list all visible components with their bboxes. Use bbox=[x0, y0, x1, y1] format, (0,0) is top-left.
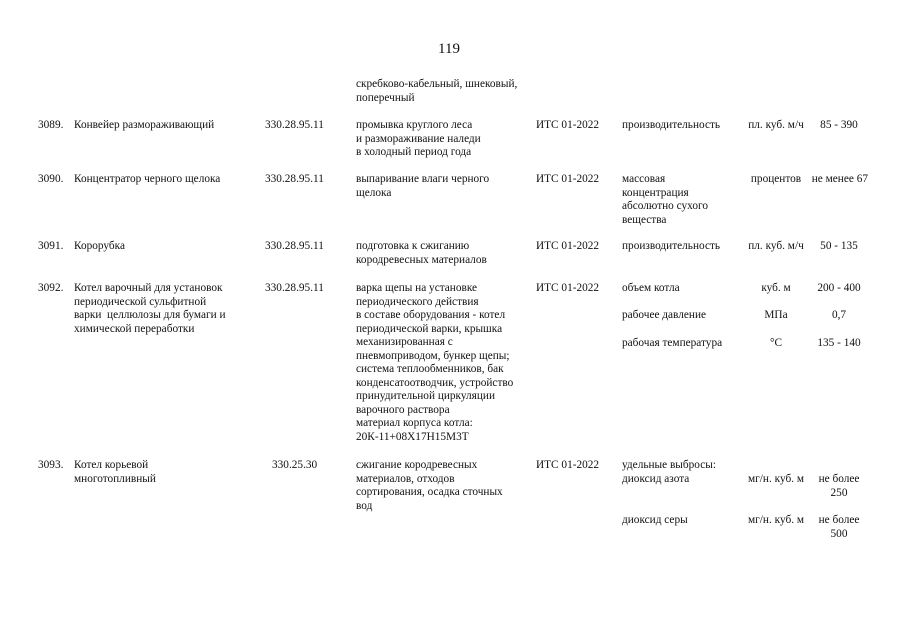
okpd-code: 330.28.95.11 bbox=[265, 282, 324, 294]
row-number: 3093. bbox=[38, 459, 64, 471]
itc-reference: ИТС 01-2022 bbox=[536, 119, 600, 131]
param-name: рабочее давление bbox=[622, 309, 707, 321]
param-name: производительность bbox=[622, 240, 721, 252]
purpose-text: подготовка к сжиганию кородревесных материалов bbox=[356, 240, 487, 266]
page-number: 119 bbox=[438, 41, 460, 57]
param-value: не менее 67 bbox=[811, 173, 868, 185]
param-name: диоксид серы bbox=[622, 514, 688, 526]
row-number: 3090. bbox=[38, 173, 64, 185]
param-name: диоксид азота bbox=[622, 473, 690, 485]
row-number: 3092. bbox=[38, 282, 64, 294]
param-unit: процентов bbox=[750, 173, 802, 185]
param-value: 0,7 bbox=[831, 309, 847, 321]
okpd-code: 330.28.95.11 bbox=[265, 119, 324, 131]
itc-reference: ИТС 01-2022 bbox=[536, 173, 600, 185]
param-value: не более 250 bbox=[818, 473, 860, 499]
param-value: 85 - 390 bbox=[820, 119, 858, 131]
equipment-name: Конвейер размораживающий bbox=[74, 119, 215, 131]
param-value: не более 500 bbox=[818, 514, 860, 540]
param-unit: куб. м bbox=[761, 282, 791, 294]
equipment-name: Котел варочный для установок периодической сульфитной варки целлюлозы для бумаги и химической переработки bbox=[74, 282, 226, 335]
param-name: производительность bbox=[622, 119, 721, 131]
itc-reference: ИТС 01-2022 bbox=[536, 459, 600, 471]
itc-reference: ИТС 01-2022 bbox=[536, 282, 600, 294]
equipment-name: Концентратор черного щелока bbox=[74, 173, 221, 185]
param-value: 200 - 400 bbox=[817, 282, 861, 294]
itc-reference: ИТС 01-2022 bbox=[536, 240, 600, 252]
param-value: 135 - 140 bbox=[817, 337, 861, 349]
params-heading: удельные выбросы: bbox=[622, 459, 716, 471]
purpose-text: сжигание кородревесных материалов, отходов сортирования, осадка сточных вод bbox=[356, 459, 503, 512]
okpd-code: 330.28.95.11 bbox=[265, 173, 324, 185]
param-name: объем котла bbox=[622, 282, 680, 294]
param-unit: МПа bbox=[764, 309, 788, 321]
continuation-purpose: скребково-кабельный, шнековый, поперечный bbox=[356, 78, 518, 104]
row-number: 3091. bbox=[38, 240, 64, 252]
okpd-code: 330.25.30 bbox=[272, 459, 318, 471]
param-unit: °С bbox=[769, 337, 783, 349]
okpd-code: 330.28.95.11 bbox=[265, 240, 324, 252]
equipment-name: Котел корьевой многотопливный bbox=[74, 459, 156, 485]
equipment-name: Корорубка bbox=[74, 240, 125, 252]
purpose-text: промывка круглого леса и размораживание наледи в холодный период года bbox=[356, 119, 481, 158]
param-unit: мг/н. куб. м bbox=[748, 473, 804, 485]
param-value: 50 - 135 bbox=[820, 240, 858, 252]
param-name: массовая концентрация абсолютно сухого вещества bbox=[622, 173, 709, 226]
param-unit: пл. куб. м/ч bbox=[748, 240, 804, 252]
row-number: 3089. bbox=[38, 119, 64, 131]
param-unit: пл. куб. м/ч bbox=[748, 119, 804, 131]
param-unit: мг/н. куб. м bbox=[748, 514, 804, 526]
purpose-text: варка щепы на установке периодического действия в составе оборудования - котел периодической варки, крышка механизированная с пневмоприводом, бункер щепы; система теплообменников, бак конденсатоотводчик, устройство принудительной циркуляции варочного раствора материал корпуса котла: 20К-11+08Х17Н15М3Т bbox=[356, 282, 514, 443]
purpose-text: выпаривание влаги черного щелока bbox=[356, 173, 490, 199]
param-name: рабочая температура bbox=[622, 337, 723, 349]
